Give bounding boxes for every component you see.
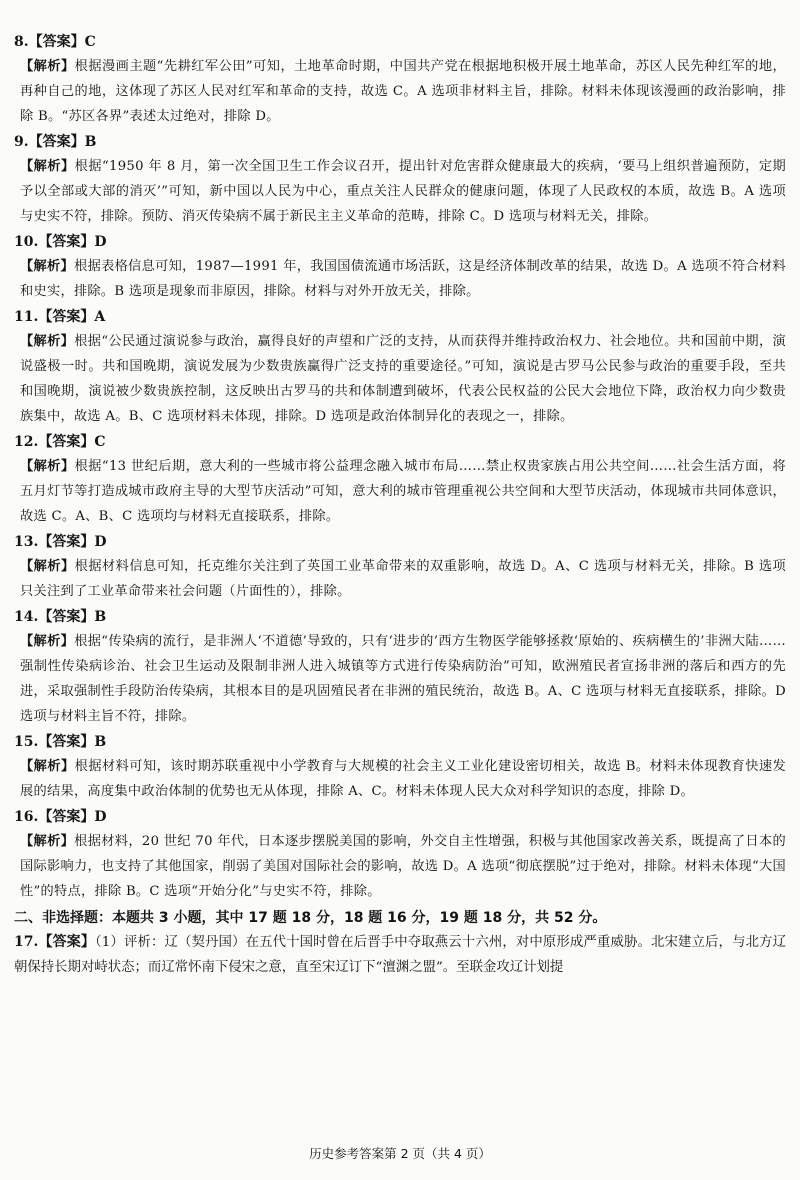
question-number: 12. [14,434,39,450]
question-number: 17. [14,934,39,950]
answer-tag: 【答案】 [38,434,95,450]
question-number: 14. [14,609,39,625]
answer-line [14,530,786,554]
analysis-tag: 【解析】 [20,159,75,174]
question-block [14,430,786,529]
analysis-tag: 【解析】 [20,334,75,349]
answer-letter: B [94,609,107,625]
question-number: 16. [14,809,39,825]
answer-letter: D [94,234,107,250]
analysis-paragraph [14,829,786,904]
answer-tag: 【答案】 [38,934,95,950]
answer-page [14,30,786,980]
question-number: 13. [14,534,39,550]
page-footer: 历史参考答案第 2 页（共 4 页） [309,1146,491,1161]
answer-letter: A [94,309,106,325]
analysis-text: 根据“公民通过演说参与政治，赢得良好的声望和广泛的支持，从而获得并维持政治权力、社会地位。共和国前中期，演说盛极一时。共和国晚期，演说发展为少数贵族赢得广泛支持的重要途径。”可知，演说是古罗马公民参与政治的重要手段，至共和国晚期，演说被少数贵族控制，这反映出古罗马的共和体制遭到破坏，代表公民权益的公民大会地位下降，政治权力向少数贵族集中，故选 A。B、C 选项材料未体现，排除。D 选项是政治体制异化的表现之一，排除。 [20,334,787,424]
question-block [14,30,786,129]
question-number: 15. [14,734,39,750]
analysis-paragraph [14,54,786,129]
question-number: 11. [14,309,39,325]
analysis-text: 根据材料信息可知，托克维尔关注到了英国工业革命带来的双重影响，故选 D。A、C 选项与材料无关，排除。B 选项只关注到了工业革命带来社会问题（片面性的），排除。 [20,559,786,599]
answer-tag: 【答案】 [28,34,85,50]
analysis-paragraph [14,454,786,529]
question-block [14,730,786,804]
question-block [14,605,786,729]
answer-line [14,605,786,629]
analysis-text: 根据表格信息可知，1987—1991 年，我国国债流通市场活跃，这是经济体制改革的结果，故选 D。A 选项不符合材料和史实，排除。B 选项是现象而非原因，排除。材料与对外开放无关，排除。 [20,259,786,299]
analysis-text: 根据漫画主题“先耕红军公田”可知，土地革命时期，中国共产党在根据地积极开展土地革命，苏区人民先种红军的地，再种自己的地，这体现了苏区人民对红军和革命的支持，故选 C。A 选项非材料主旨，排除。材料未体现该漫画的政治影响，排除 B。“苏区各界”表述太过绝对，排除 D。 [20,59,786,124]
answer-line [14,730,786,754]
answer-tag: 【答案】 [38,534,95,550]
answer-letter: B [94,734,107,750]
analysis-paragraph [14,154,786,229]
analysis-text: 根据“传染病的流行，是非洲人‘不道德’导致的，只有‘进步的’西方生物医学能够拯救‘原始的、疾病横生的’非洲大陆……强制性传染病诊治、社会卫生运动及限制非洲人进入城镇等方式进行传染病防治”可知，欧洲殖民者宣扬非洲的落后和西方的先进，采取强制性手段防治传染病，其根本目的是巩固殖民者在非洲的殖民统治，故选 B。A、C 选项与材料无直接联系，排除。D 选项与材料主旨不符，排除。 [20,634,786,724]
question-block [14,305,786,429]
answer-tag: 【答案】 [38,734,95,750]
q17-lead: （1）评析： [94,935,165,950]
analysis-paragraph [14,254,786,304]
analysis-tag: 【解析】 [20,59,75,74]
answer-line [14,305,786,329]
question-block [14,530,786,604]
question-number: 8. [14,34,29,50]
analysis-paragraph [14,554,786,604]
analysis-paragraph [14,329,786,429]
question-number: 10. [14,234,39,250]
question-block [14,805,786,904]
analysis-paragraph [14,754,786,804]
section-heading: 二、非选择题：本题共 3 小题，其中 17 题 18 分，18 题 16 分，19 题 18 分，共 52 分。 [14,910,607,926]
answer-letter: D [94,534,107,550]
analysis-text: 根据“1950 年 8 月，第一次全国卫生工作会议召开，提出针对危害群众健康最大的疾病，‘要马上组织普遍预防，定期予以全部或大部的消灭’”可知，新中国以人民为中心，重点关注人民群众的健康问题，体现了人民政权的本质，故选 B。A 选项与史实不符，排除。预防、消灭传染病不属于新民主主义革命的范畴，排除 C。D 选项与材料无关，排除。 [20,159,786,224]
analysis-text: 根据材料可知，该时期苏联重视中小学教育与大规模的社会主义工业化建设密切相关，故选 B。材料未体现教育快速发展的结果，高度集中政治体制的优势也无从体现，排除 A、C。材料未体现人民大众对科学知识的态度，排除 D。 [20,759,787,799]
analysis-text: 根据“13 世纪后期，意大利的一些城市将公益理念融入城市布局……禁止权贵家族占用公共空间……社会生活方面，将五月灯节等打造成城市政府主导的大型节庆活动”可知，意大利的城市管理重视公共空间和大型节庆活动，体现城市共同体意识，故选 C。A、B、C 选项均与材料无直接联系，排除。 [20,459,786,524]
answer-letter: C [84,34,96,50]
question-block [14,230,786,304]
answer-line [14,30,786,54]
answer-letter: D [94,809,107,825]
answer-tag: 【答案】 [28,134,85,150]
answer-line [14,230,786,254]
analysis-tag: 【解析】 [20,759,75,774]
answer-line [14,805,786,829]
analysis-tag: 【解析】 [20,559,75,574]
analysis-text: 根据材料，20 世纪 70 年代，日本逐步摆脱美国的影响，外交自主性增强，积极与其他国家改善关系，既提高了日本的国际影响力，也支持了其他国家，削弱了美国对国际社会的影响，故选 D。A 选项“彻底摆脱”过于绝对，排除。材料未体现“大国性”的特点，排除 B。C 选项“开始分化”与史实不符，排除。 [20,834,787,899]
answer-line [14,430,786,454]
answer-letter: B [84,134,97,150]
answer-tag: 【答案】 [38,609,95,625]
answer-letter: C [94,434,106,450]
question-17 [14,930,786,980]
answer-tag: 【答案】 [38,234,95,250]
q17-text: 辽（契丹国）在五代十国时曾在后晋手中夺取燕云十六州，对中原形成严重威胁。北宋建立后，与北方辽朝保持长期对峙状态；而辽常怀南下侵宋之意，直至宋辽订下“澶渊之盟”。至联金攻辽计划提 [14,935,787,975]
analysis-paragraph [14,629,786,729]
answer-tag: 【答案】 [38,309,95,325]
question-number: 9. [14,134,29,150]
question-list [14,30,786,904]
analysis-tag: 【解析】 [20,634,75,649]
answer-line [14,130,786,154]
question-block [14,130,786,229]
analysis-tag: 【解析】 [20,834,75,849]
answer-tag: 【答案】 [38,809,95,825]
analysis-tag: 【解析】 [20,459,75,474]
analysis-tag: 【解析】 [20,259,75,274]
